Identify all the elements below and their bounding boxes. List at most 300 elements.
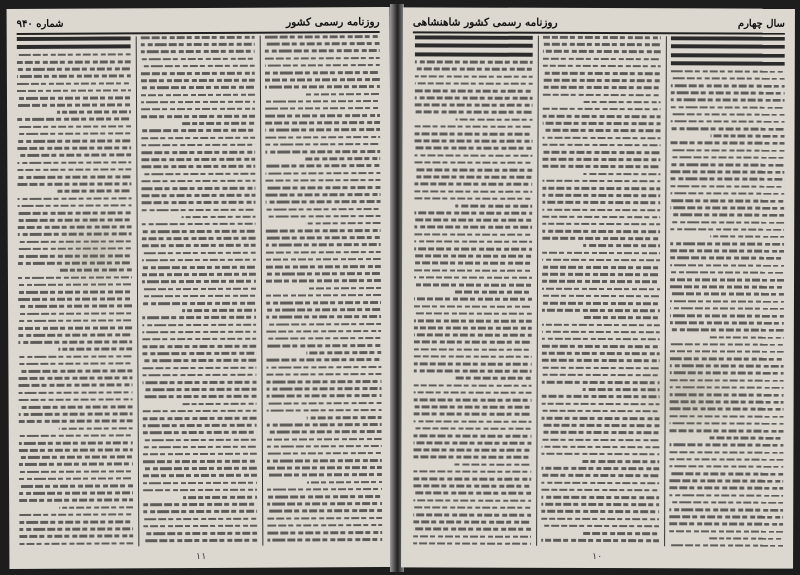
text-line	[141, 36, 255, 39]
text-line	[265, 143, 380, 146]
text-line	[415, 35, 533, 39]
text-line	[17, 161, 131, 164]
paper-stain	[48, 208, 138, 298]
text-line	[414, 161, 532, 164]
text-line	[414, 240, 532, 243]
text-line	[142, 287, 256, 290]
text-line	[142, 273, 256, 276]
text-line	[141, 93, 255, 96]
text-line	[415, 89, 533, 92]
text-line	[17, 36, 131, 40]
right-page	[401, 7, 795, 568]
text-line	[18, 326, 132, 329]
text-line	[671, 127, 785, 130]
text-line	[265, 71, 380, 74]
text-line	[455, 463, 532, 466]
text-line	[669, 494, 783, 497]
text-line	[541, 467, 659, 470]
text-line	[542, 251, 660, 254]
text-line	[142, 330, 256, 333]
text-line	[141, 64, 255, 67]
text-line	[413, 456, 531, 459]
text-line	[414, 391, 532, 394]
text-line	[19, 456, 133, 459]
text-line	[542, 165, 660, 168]
text-line	[669, 515, 783, 518]
left-column-2	[141, 36, 258, 547]
text-line	[266, 337, 381, 340]
text-line	[670, 178, 784, 181]
text-line	[267, 473, 382, 476]
text-line	[669, 508, 783, 511]
text-line	[414, 262, 532, 265]
text-line	[542, 287, 660, 290]
text-line	[266, 344, 381, 347]
text-line	[142, 266, 256, 269]
text-line	[265, 114, 380, 117]
text-line	[542, 180, 660, 183]
text-line	[267, 409, 382, 412]
text-line	[19, 398, 133, 401]
text-line	[18, 312, 132, 315]
text-line	[265, 57, 380, 60]
text-line	[542, 187, 660, 190]
text-line	[141, 179, 255, 182]
text-line	[307, 416, 382, 419]
text-line	[17, 154, 131, 157]
text-line	[413, 477, 531, 480]
text-line	[141, 100, 255, 103]
text-line	[413, 513, 531, 516]
column-divider	[536, 36, 539, 546]
text-line	[143, 424, 257, 427]
text-line	[669, 487, 783, 490]
text-line	[142, 302, 256, 305]
text-line	[542, 158, 660, 161]
text-line	[671, 91, 785, 94]
text-line	[669, 530, 783, 533]
text-line	[414, 427, 532, 430]
text-line	[267, 466, 382, 469]
text-line	[142, 194, 256, 197]
text-line	[413, 434, 531, 437]
text-line	[670, 221, 784, 224]
text-line	[265, 164, 380, 167]
text-line	[414, 348, 532, 351]
text-line	[266, 380, 381, 383]
text-line	[266, 308, 381, 311]
text-line	[582, 532, 659, 535]
text-line	[455, 377, 532, 380]
text-line	[415, 132, 533, 135]
text-line	[141, 158, 255, 161]
text-line	[142, 259, 256, 262]
text-line	[142, 352, 256, 355]
text-line	[17, 89, 131, 92]
text-line	[143, 510, 257, 513]
text-line	[415, 44, 533, 48]
text-line	[267, 459, 382, 462]
text-line	[142, 280, 256, 283]
text-line	[543, 50, 661, 53]
text-line	[414, 154, 532, 157]
text-line	[414, 211, 532, 214]
text-line	[19, 441, 133, 444]
text-line	[542, 194, 660, 197]
text-line	[414, 276, 532, 279]
text-line	[267, 445, 382, 448]
text-line	[18, 355, 132, 358]
text-line	[583, 244, 660, 247]
text-line	[142, 251, 256, 254]
text-line	[541, 517, 659, 520]
text-line	[17, 45, 131, 49]
right-header-date: سال چهارم	[737, 17, 785, 30]
text-line	[18, 305, 132, 308]
text-line	[671, 77, 785, 80]
text-line	[141, 172, 255, 175]
text-line	[266, 330, 381, 333]
text-line	[414, 341, 532, 344]
text-line	[142, 374, 256, 377]
text-line	[57, 190, 131, 193]
text-line	[18, 341, 132, 344]
text-line	[265, 128, 380, 131]
text-line	[415, 96, 533, 99]
text-line	[671, 36, 785, 40]
text-line	[141, 86, 255, 89]
text-line	[542, 259, 660, 262]
text-line	[18, 333, 132, 336]
text-line	[141, 43, 255, 46]
text-line	[414, 255, 532, 258]
text-line	[669, 544, 783, 546]
text-line	[414, 370, 532, 373]
text-line	[141, 144, 255, 147]
text-line	[19, 477, 133, 480]
text-line	[142, 201, 256, 204]
text-line	[142, 294, 256, 297]
text-line	[266, 229, 381, 232]
text-line	[541, 525, 659, 528]
text-line	[414, 384, 532, 387]
text-line	[413, 485, 531, 488]
text-line	[413, 449, 531, 452]
text-line	[413, 521, 531, 524]
text-line	[542, 201, 660, 204]
text-line	[414, 312, 532, 315]
text-line	[267, 488, 382, 491]
text-line	[415, 125, 533, 128]
text-line	[142, 323, 256, 326]
text-line	[143, 524, 257, 527]
text-line	[142, 244, 256, 247]
text-line	[413, 441, 531, 444]
text-line	[181, 122, 255, 125]
text-line	[18, 362, 132, 365]
text-line	[671, 53, 785, 57]
text-line	[267, 438, 382, 441]
text-line	[670, 206, 784, 209]
text-line	[57, 111, 131, 114]
text-line	[143, 445, 257, 448]
text-line	[670, 228, 784, 231]
text-line	[455, 291, 532, 294]
text-line	[17, 175, 131, 178]
text-line	[17, 68, 131, 71]
text-line	[267, 524, 382, 527]
text-line	[141, 151, 255, 154]
text-line	[413, 506, 531, 509]
text-line	[414, 176, 532, 179]
text-line	[414, 219, 532, 222]
text-line	[19, 535, 133, 538]
left-page	[7, 7, 393, 569]
text-line	[142, 345, 256, 348]
text-line	[671, 113, 785, 116]
text-line	[542, 215, 660, 218]
text-line	[541, 474, 659, 477]
text-line	[669, 480, 783, 483]
text-line	[670, 214, 784, 217]
paper-stain	[631, 338, 741, 448]
text-line	[710, 135, 784, 138]
text-line	[583, 460, 660, 463]
text-line	[142, 237, 256, 240]
column-divider	[664, 36, 667, 546]
text-line	[670, 307, 784, 310]
text-line	[542, 345, 660, 348]
text-line	[142, 230, 256, 233]
left-page-number: ۱۱	[195, 551, 207, 563]
text-line	[414, 406, 532, 409]
text-line	[306, 287, 381, 290]
text-line	[141, 115, 255, 118]
text-line	[18, 298, 132, 301]
text-line	[143, 409, 257, 412]
text-line	[669, 501, 783, 504]
left-column-3	[265, 35, 383, 546]
text-line	[19, 448, 133, 451]
text-line	[142, 381, 256, 384]
text-line	[265, 85, 380, 88]
text-line	[267, 430, 382, 433]
text-line	[265, 78, 380, 81]
text-line	[17, 125, 131, 128]
text-line	[266, 294, 381, 297]
text-line	[267, 538, 382, 541]
text-line	[542, 330, 660, 333]
text-line	[541, 496, 659, 499]
text-line	[17, 118, 131, 121]
text-line	[670, 149, 784, 152]
text-line	[267, 452, 382, 455]
text-line	[669, 523, 783, 526]
column-divider	[260, 36, 264, 546]
text-line	[414, 183, 532, 186]
text-line	[182, 402, 256, 405]
text-line	[583, 316, 660, 319]
text-line	[265, 107, 380, 110]
text-line	[265, 49, 380, 52]
text-line	[59, 427, 133, 430]
text-line	[17, 132, 131, 135]
text-line	[541, 510, 659, 513]
text-line	[671, 45, 785, 49]
text-line	[542, 352, 660, 355]
text-line	[19, 391, 133, 394]
text-line	[267, 509, 382, 512]
text-line	[17, 103, 131, 106]
text-line	[414, 269, 532, 272]
text-line	[141, 129, 255, 132]
text-line	[265, 42, 380, 45]
text-line	[670, 250, 784, 253]
text-line	[670, 156, 784, 159]
text-line	[670, 300, 784, 303]
text-line	[670, 271, 784, 274]
text-line	[543, 122, 661, 125]
text-line	[414, 247, 532, 250]
text-line	[142, 366, 256, 369]
text-line	[671, 120, 785, 123]
text-line	[19, 513, 133, 516]
text-line	[183, 496, 257, 499]
text-line	[17, 82, 131, 85]
text-line	[141, 165, 255, 168]
text-line	[671, 84, 785, 87]
text-line	[267, 387, 382, 390]
text-line	[19, 520, 133, 523]
text-line	[543, 129, 661, 132]
text-line	[670, 293, 784, 296]
text-line	[542, 144, 660, 147]
text-line	[265, 186, 380, 189]
text-line	[670, 185, 784, 188]
text-line	[415, 61, 533, 64]
right-column-2	[541, 36, 661, 546]
text-line	[710, 336, 784, 339]
text-line	[542, 237, 660, 240]
text-line	[141, 79, 255, 82]
text-line	[17, 168, 131, 171]
text-line	[265, 136, 380, 139]
text-line	[141, 108, 255, 111]
text-line	[543, 36, 661, 39]
text-line	[414, 168, 532, 171]
text-line	[19, 384, 133, 387]
text-line	[669, 472, 783, 475]
text-line	[414, 326, 532, 329]
text-line	[670, 264, 784, 267]
text-line	[542, 266, 660, 269]
text-line	[542, 273, 660, 276]
text-line	[265, 35, 380, 38]
text-line	[415, 75, 533, 78]
text-line	[542, 208, 660, 211]
text-line	[542, 223, 660, 226]
text-line	[414, 413, 532, 416]
left-header-issue: شماره ۹۴۰	[16, 18, 64, 30]
text-line	[670, 242, 784, 245]
text-line	[267, 423, 382, 426]
text-line	[306, 222, 381, 225]
text-line	[709, 437, 783, 440]
text-line	[584, 101, 661, 104]
text-line	[414, 190, 532, 193]
text-line	[414, 420, 532, 423]
text-line	[414, 283, 532, 286]
text-line	[265, 100, 380, 103]
text-line	[542, 295, 660, 298]
text-line	[143, 438, 257, 441]
text-line	[414, 233, 532, 236]
text-line	[18, 197, 132, 200]
text-line	[543, 72, 661, 75]
text-line	[414, 319, 532, 322]
text-line	[19, 499, 133, 502]
text-line	[266, 373, 381, 376]
text-line	[265, 150, 380, 153]
text-line	[414, 305, 532, 308]
text-line	[671, 142, 785, 145]
text-line	[141, 136, 255, 139]
text-line	[266, 258, 381, 261]
text-line	[669, 451, 783, 454]
text-line	[669, 465, 783, 468]
text-line	[415, 52, 533, 56]
text-line	[456, 118, 533, 121]
text-line	[143, 431, 257, 434]
text-line	[141, 57, 255, 60]
text-line	[143, 453, 257, 456]
text-line	[18, 204, 132, 207]
text-line	[671, 99, 785, 102]
text-line	[307, 351, 382, 354]
text-line	[543, 86, 661, 89]
text-line	[541, 445, 659, 448]
text-line	[543, 93, 661, 96]
text-line	[415, 104, 533, 107]
text-line	[414, 226, 532, 229]
text-line	[143, 532, 257, 535]
text-line	[414, 298, 532, 301]
text-line	[415, 68, 533, 71]
text-line	[265, 172, 380, 175]
column-divider	[136, 36, 140, 546]
text-line	[266, 200, 381, 203]
text-line	[17, 139, 131, 142]
text-line	[414, 362, 532, 365]
text-line	[266, 301, 381, 304]
text-line	[542, 151, 660, 154]
text-line	[266, 236, 381, 239]
text-line	[307, 481, 382, 484]
right-page-number: ۱۰	[591, 551, 603, 563]
text-line	[142, 338, 256, 341]
text-line	[17, 147, 131, 150]
text-line	[267, 495, 382, 498]
text-line	[17, 60, 131, 63]
left-header-title: روزنامه رسمی کشور	[286, 16, 380, 29]
text-line	[143, 388, 257, 391]
text-line	[414, 147, 532, 150]
text-line	[18, 377, 132, 380]
right-column-1	[413, 35, 533, 545]
text-line	[414, 398, 532, 401]
text-line	[17, 96, 131, 99]
text-line	[542, 338, 660, 341]
